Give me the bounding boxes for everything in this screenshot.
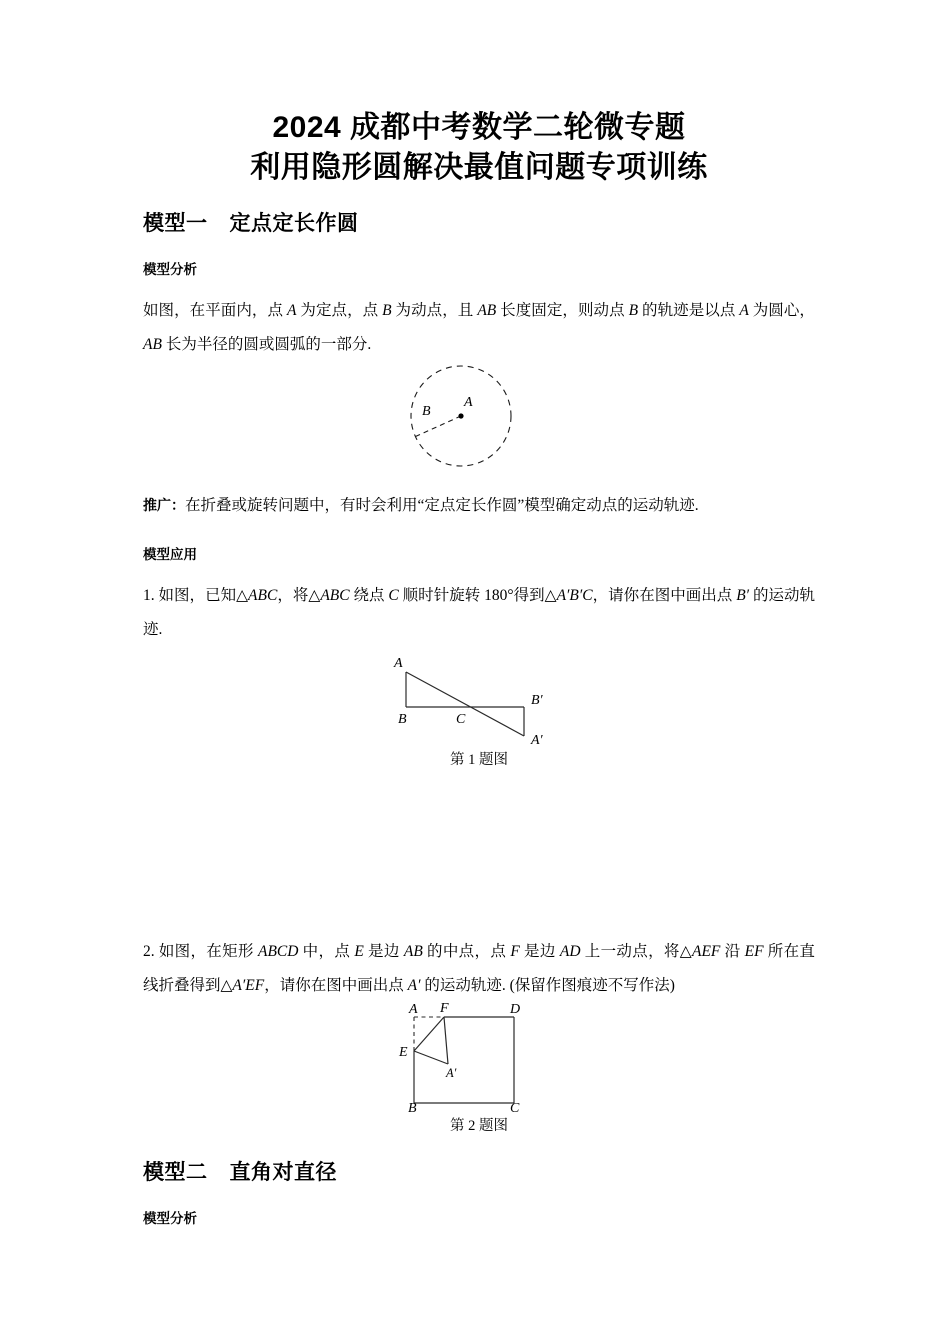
model-one-heading: [143, 210, 815, 238]
text-fragment: 如图，在平面内，点: [143, 302, 287, 319]
page-title: [143, 108, 815, 188]
math-var: B: [382, 302, 392, 319]
text-fragment: 是边: [363, 943, 404, 960]
problem-number: 1.: [143, 587, 155, 604]
segment-E-A-prime: [414, 1051, 448, 1064]
text-fragment: 上一动点，将△: [580, 943, 692, 960]
text-fragment: ，将△: [277, 587, 321, 604]
model-one-analysis-label: 模型分析: [143, 262, 197, 277]
extension-text: 在折叠或旋转问题中，有时会利用“定点定长作圆”模型确定动点的运动轨迹.: [185, 497, 699, 514]
text-fragment: 为动点，且: [391, 302, 478, 319]
math-var: B′: [736, 587, 750, 604]
model-two-name: 直角对直径: [229, 1161, 337, 1184]
text-fragment: 中，点: [298, 943, 355, 960]
p2-label-D: D: [510, 1003, 521, 1017]
model-two-heading: [143, 1159, 815, 1187]
text-fragment: 如图，已知△: [154, 587, 249, 604]
text-fragment: 的轨迹是以点: [638, 302, 740, 319]
figure-spacer: [143, 771, 815, 921]
problem-1-figure: [143, 647, 815, 771]
model-two-analysis-label: 模型分析: [143, 1211, 197, 1226]
extension-paragraph: [143, 488, 815, 523]
model-one-analysis-text: [143, 294, 815, 362]
math-var: AB: [403, 943, 423, 960]
math-var: ABC: [248, 587, 278, 604]
p1-label-A-prime: A′: [531, 733, 543, 747]
p2-label-A-prime: A′: [446, 1066, 457, 1080]
p2-label-F: F: [440, 1003, 449, 1016]
p2-label-B: B: [408, 1101, 417, 1113]
math-var: C: [388, 587, 399, 604]
text-fragment: 的运动轨迹.: [143, 587, 815, 638]
math-var: EF: [744, 943, 764, 960]
problem-2-caption: 第 2 题图: [450, 1118, 508, 1134]
circle-label-A: A: [464, 395, 473, 410]
math-var: AEF: [692, 943, 721, 960]
math-var: B: [628, 302, 639, 319]
p2-label-A: A: [409, 1003, 418, 1017]
math-var: A: [739, 302, 749, 319]
problem-2-figure-svg: [384, 1003, 574, 1113]
title-line-1: 2024 成都中考数学二轮微专题: [272, 111, 686, 144]
circle-figure: [143, 362, 815, 474]
problem-1-caption: 第 1 题图: [450, 752, 508, 768]
point-A-dot: [458, 413, 463, 418]
problem-2-text: [143, 935, 815, 1003]
p1-label-B: B: [398, 712, 407, 727]
model-one-application-label: 模型应用: [143, 547, 197, 562]
title-line-2: 利用隐形圆解决最值问题专项训练: [250, 151, 708, 184]
text-fragment: 所在直线折叠得到△: [143, 943, 815, 994]
text-fragment: 长度固定，则动点: [496, 302, 629, 319]
model-two-label: 模型二: [143, 1161, 208, 1184]
segment-EF: [414, 1017, 444, 1051]
segment-F-A-prime: [444, 1017, 448, 1064]
text-fragment: 顺时针旋转 180°得到△: [398, 587, 557, 604]
math-var: AB: [477, 302, 497, 319]
model-one-label: 模型一: [143, 212, 208, 235]
p1-label-B-prime: B′: [531, 693, 543, 708]
text-fragment: 的运动轨迹. (保留作图痕迹不写作法): [420, 977, 675, 994]
text-fragment: ，请你在图中画出点: [592, 587, 737, 604]
radius-segment-AB: [416, 416, 462, 437]
math-var: A′EF: [232, 977, 265, 994]
text-fragment: 沿: [720, 943, 745, 960]
text-fragment: 为圆心，: [748, 302, 815, 319]
p1-label-A: A: [394, 656, 403, 671]
p2-label-E: E: [399, 1045, 408, 1060]
text-fragment: 是边: [519, 943, 560, 960]
math-var: ABC: [320, 587, 350, 604]
circle-label-B: B: [422, 404, 431, 419]
p1-label-C: C: [456, 712, 466, 727]
text-fragment: ，请你在图中画出点: [264, 977, 408, 994]
circle-figure-svg: [399, 362, 559, 474]
math-var: ABCD: [258, 943, 299, 960]
math-var: E: [354, 943, 364, 960]
problem-1-figure-svg: [364, 647, 594, 747]
math-var: A′B′C: [556, 587, 593, 604]
p2-label-C: C: [510, 1101, 520, 1113]
math-var: AB: [143, 336, 162, 353]
math-var: A: [287, 302, 297, 319]
problem-2-figure: [143, 1003, 815, 1137]
text-fragment: 绕点: [349, 587, 389, 604]
text-fragment: 如图，在矩形: [154, 943, 258, 960]
math-var: AD: [559, 943, 581, 960]
extension-label: 推广：: [143, 497, 185, 513]
text-fragment: 长为半径的圆或圆弧的一部分.: [161, 336, 372, 353]
text-fragment: 的中点，点: [422, 943, 511, 960]
problem-1-text: [143, 579, 815, 647]
model-one-name: 定点定长作圆: [229, 212, 359, 235]
text-fragment: 为定点，点: [296, 302, 383, 319]
math-var: F: [510, 943, 520, 960]
math-var: A′: [407, 977, 421, 994]
page-content: [143, 0, 815, 1229]
problem-number: 2.: [143, 943, 155, 960]
